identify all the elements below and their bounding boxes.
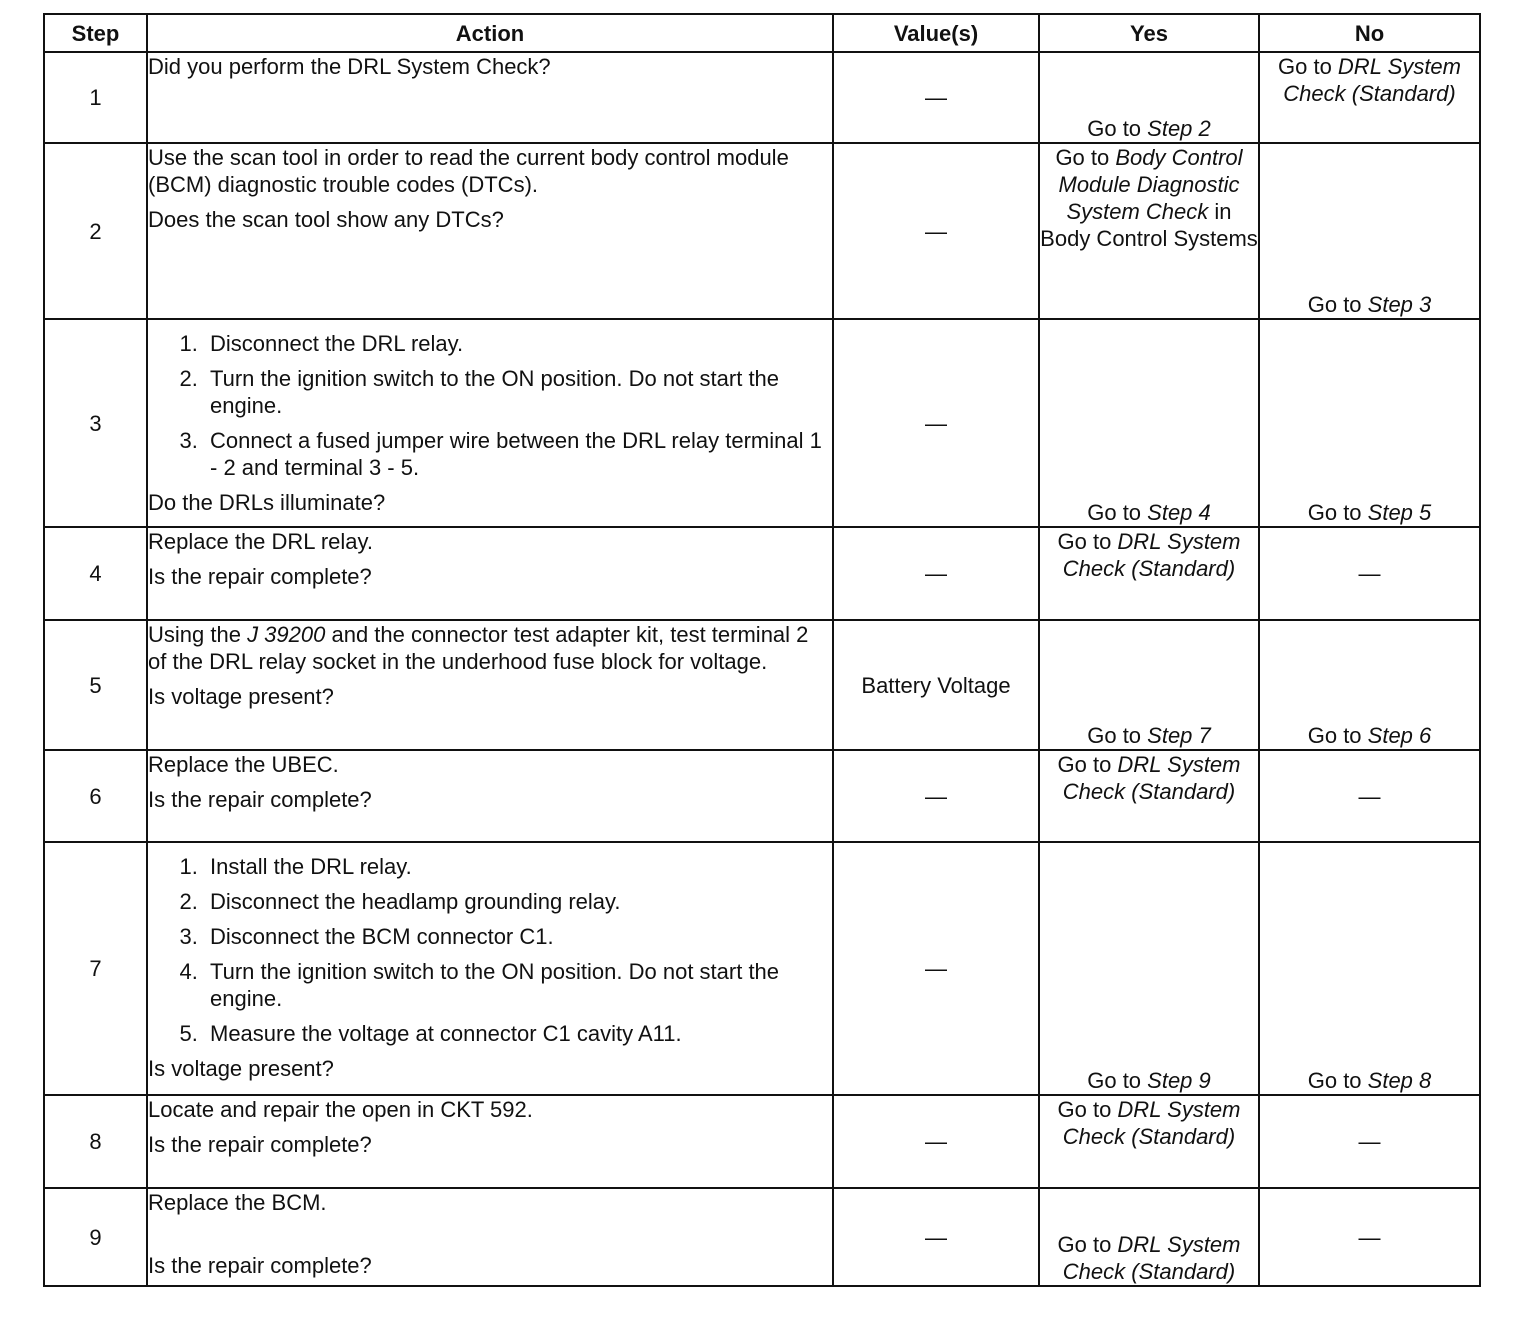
value-cell: — xyxy=(833,319,1039,527)
diagnostic-table xyxy=(43,13,1481,1287)
action-step-list xyxy=(148,853,832,1047)
action-question: Is voltage present? xyxy=(148,1056,334,1081)
action-text: Did you perform the DRL System Check? xyxy=(148,54,551,79)
list-item: 2. Disconnect the headlamp grounding relay. xyxy=(204,888,832,915)
value-cell: — xyxy=(833,527,1039,620)
no-reference-link[interactable]: Step 3 xyxy=(1367,292,1432,317)
yes-suffix: in Body Control Systems xyxy=(1040,199,1258,251)
no-prefix: Go to xyxy=(1307,500,1368,525)
no-cell xyxy=(1259,143,1480,319)
yes-reference-link[interactable]: DRL System Check (Standard) xyxy=(1062,752,1241,804)
yes-reference-link[interactable]: Step 9 xyxy=(1147,1068,1211,1093)
action-cell xyxy=(147,527,833,620)
action-question: Is voltage present? xyxy=(148,684,334,709)
table-row-step-5 xyxy=(44,620,1480,750)
action-question: Is the repair complete? xyxy=(148,787,372,812)
table-row-step-3 xyxy=(44,319,1480,527)
yes-prefix: Go to xyxy=(1087,116,1148,141)
yes-prefix: Go to xyxy=(1057,752,1118,777)
yes-cell xyxy=(1039,1188,1259,1286)
step-number: 2 xyxy=(44,143,147,319)
action-text-part: Using the xyxy=(148,622,248,647)
action-cell xyxy=(147,52,833,143)
no-prefix: Go to xyxy=(1307,292,1368,317)
table-row-step-8 xyxy=(44,1095,1480,1188)
list-item: 1. Install the DRL relay. xyxy=(204,853,832,880)
yes-cell xyxy=(1039,527,1259,620)
step-number: 9 xyxy=(44,1188,147,1286)
action-text: Replace the BCM. xyxy=(148,1190,327,1215)
no-reference-link[interactable]: Step 8 xyxy=(1367,1068,1432,1093)
value-cell: Battery Voltage xyxy=(833,620,1039,750)
no-cell xyxy=(1259,319,1480,527)
step-number: 3 xyxy=(44,319,147,527)
action-text: Locate and repair the open in CKT 592. xyxy=(148,1097,533,1122)
list-item: 3. Connect a fused jumper wire between the DRL relay terminal 1 - 2 and terminal 3 - 5. xyxy=(204,427,832,481)
value-cell: — xyxy=(833,52,1039,143)
action-question: Do the DRLs illuminate? xyxy=(148,490,386,515)
no-cell: — xyxy=(1259,527,1480,620)
action-text: Replace the UBEC. xyxy=(148,752,339,777)
yes-reference-link[interactable]: DRL System Check (Standard) xyxy=(1062,529,1241,581)
value-cell: — xyxy=(833,842,1039,1095)
action-cell xyxy=(147,1095,833,1188)
table-row-step-1 xyxy=(44,52,1480,143)
yes-prefix: Go to xyxy=(1087,1068,1148,1093)
action-text: Use the scan tool in order to read the current body control module (BCM) diagnostic trouble codes (DTCs). xyxy=(148,145,789,197)
list-item: 5. Measure the voltage at connector C1 cavity A11. xyxy=(204,1020,832,1047)
step-number: 6 xyxy=(44,750,147,842)
header-yes: Yes xyxy=(1039,14,1259,52)
yes-prefix: Go to xyxy=(1087,723,1148,748)
no-cell xyxy=(1259,52,1480,143)
yes-prefix: Go to xyxy=(1055,145,1116,170)
no-reference-link[interactable]: DRL System Check (Standard) xyxy=(1283,54,1461,106)
table-row-step-9 xyxy=(44,1188,1480,1286)
header-no: No xyxy=(1259,14,1480,52)
yes-prefix: Go to xyxy=(1057,529,1118,554)
yes-reference-link[interactable]: Step 4 xyxy=(1147,500,1211,525)
action-cell xyxy=(147,842,833,1095)
yes-reference-link[interactable]: DRL System Check (Standard) xyxy=(1062,1097,1241,1149)
action-text: Replace the DRL relay. xyxy=(148,529,373,554)
no-cell xyxy=(1259,620,1480,750)
no-reference-link[interactable]: Step 5 xyxy=(1367,500,1432,525)
yes-cell xyxy=(1039,1095,1259,1188)
header-values: Value(s) xyxy=(833,14,1039,52)
action-cell xyxy=(147,620,833,750)
no-reference-link[interactable]: Step 6 xyxy=(1367,723,1432,748)
value-cell: — xyxy=(833,750,1039,842)
list-item: 4. Turn the ignition switch to the ON position. Do not start the engine. xyxy=(204,958,832,1012)
yes-reference-link[interactable]: Body Control Module Diagnostic System Check xyxy=(1058,145,1243,224)
no-prefix: Go to xyxy=(1307,723,1368,748)
list-item: 2. Turn the ignition switch to the ON position. Do not start the engine. xyxy=(204,365,832,419)
yes-reference-link[interactable]: Step 7 xyxy=(1147,723,1211,748)
list-item: 1. Disconnect the DRL relay. xyxy=(204,330,832,357)
value-cell: — xyxy=(833,143,1039,319)
yes-prefix: Go to xyxy=(1057,1232,1118,1257)
yes-cell xyxy=(1039,842,1259,1095)
action-cell xyxy=(147,143,833,319)
yes-prefix: Go to xyxy=(1087,500,1148,525)
yes-cell xyxy=(1039,143,1259,319)
table-row-step-2 xyxy=(44,143,1480,319)
table-row-step-4 xyxy=(44,527,1480,620)
step-number: 5 xyxy=(44,620,147,750)
table-row-step-6 xyxy=(44,750,1480,842)
action-cell xyxy=(147,319,833,527)
yes-cell xyxy=(1039,319,1259,527)
step-number: 8 xyxy=(44,1095,147,1188)
yes-prefix: Go to xyxy=(1057,1097,1118,1122)
step-number: 4 xyxy=(44,527,147,620)
no-prefix: Go to xyxy=(1307,1068,1368,1093)
value-cell: — xyxy=(833,1188,1039,1286)
no-cell: — xyxy=(1259,1095,1480,1188)
value-cell: — xyxy=(833,1095,1039,1188)
header-action: Action xyxy=(147,14,833,52)
yes-reference-link[interactable]: DRL System Check (Standard) xyxy=(1062,1232,1241,1284)
action-text xyxy=(148,621,832,675)
action-question: Is the repair complete? xyxy=(148,1132,372,1157)
action-question: Does the scan tool show any DTCs? xyxy=(148,207,504,232)
step-number: 7 xyxy=(44,842,147,1095)
header-step: Step xyxy=(44,14,147,52)
no-cell: — xyxy=(1259,1188,1480,1286)
action-cell xyxy=(147,750,833,842)
tool-reference: J 39200 xyxy=(247,622,326,647)
header-row xyxy=(44,14,1480,52)
no-prefix: Go to xyxy=(1278,54,1338,79)
step-number: 1 xyxy=(44,52,147,143)
no-cell xyxy=(1259,842,1480,1095)
action-question: Is the repair complete? xyxy=(148,564,372,589)
table-row-step-7 xyxy=(44,842,1480,1095)
yes-cell xyxy=(1039,620,1259,750)
yes-cell xyxy=(1039,52,1259,143)
no-cell: — xyxy=(1259,750,1480,842)
yes-cell xyxy=(1039,750,1259,842)
action-step-list xyxy=(148,330,832,481)
action-text-part: and the connector test adapter kit, test terminal 2 of the DRL relay socket in the underhood fuse block for voltage. xyxy=(148,622,809,674)
yes-reference-link[interactable]: Step 2 xyxy=(1147,116,1211,141)
action-question: Is the repair complete? xyxy=(148,1253,372,1278)
list-item: 3. Disconnect the BCM connector C1. xyxy=(204,923,832,950)
action-cell xyxy=(147,1188,833,1286)
